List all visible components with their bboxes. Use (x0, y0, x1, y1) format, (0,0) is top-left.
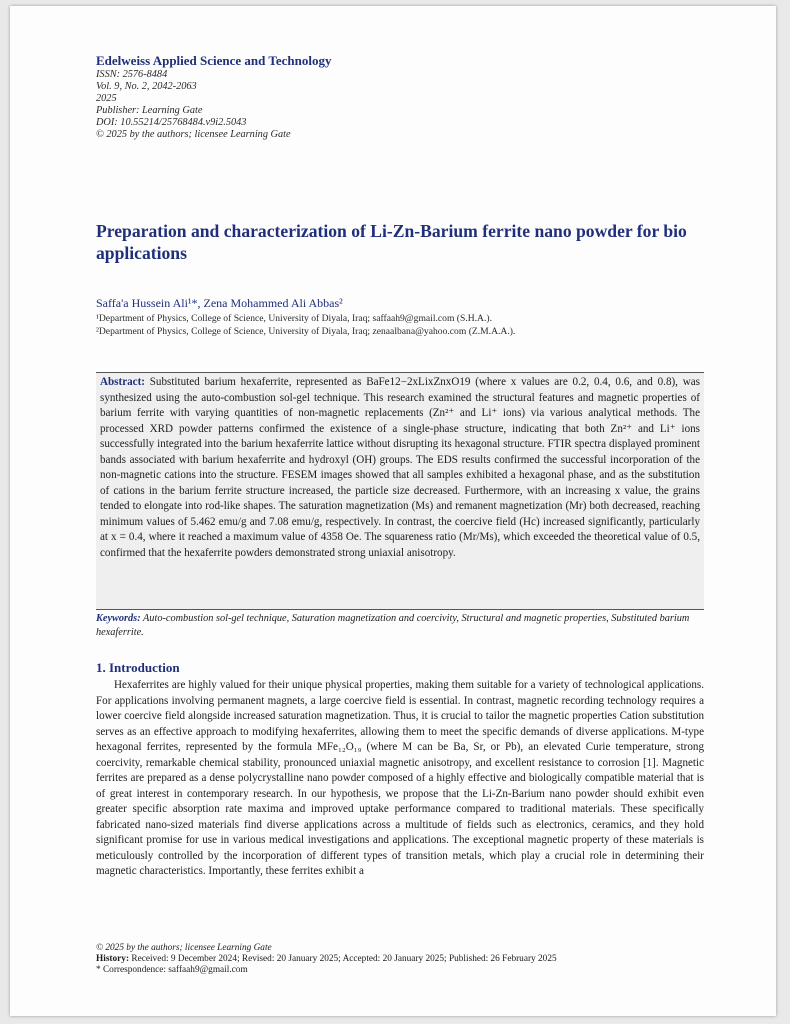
article-history (96, 954, 557, 965)
page-footer (96, 943, 557, 976)
journal-doi: DOI: 10.55214/25768484.v9i2.5043 (96, 117, 247, 128)
paper-title: Preparation and characterization of Li-Zn-Barium ferrite nano powder for bio applications (96, 221, 687, 263)
history-dates: Received: 9 December 2024; Revised: 20 January 2025; Accepted: 20 January 2025; Published: 26 February 2025 (129, 954, 557, 964)
document-page (10, 6, 776, 1016)
abstract-label: Abstract: (100, 376, 145, 388)
footer-copyright: © 2025 by the authors; licensee Learning Gate (96, 943, 272, 953)
history-label: History: (96, 954, 130, 964)
journal-year: 2025 (96, 93, 117, 104)
journal-copyright: © 2025 by the authors; licensee Learning Gate (96, 129, 291, 140)
keywords-label: Keywords: (96, 613, 141, 624)
introduction-paragraph: Hexaferrites are highly valued for their unique physical properties, making them suitable for a variety of technological applications. For applications involving permanent magnets, a large coercive field is essential. In contrast, magnetic recording technology requires a lower coercive field alongside increased saturation magnetization. Thus, it is crucial to tailor the magnetic properties Cation substitution serves as an effective approach to modifying hexaferrites, allowing them to meet the specific demands of diverse applications. M-type hexagonal ferrites, represented by the formula MFe₁₂O₁₉ (where M can be Ba, Sr, or Pb), an elevated Curie temperature, strong coercivity, remarkable chemical stability, pronounced uniaxial magnetic anisotropy, and excellent resistance to corrosion [1]. Magnetic ferrites are prepared as a dense polycrystalline nano powder composed of a highly effective and biologically compatible material that is of great interest in contemporary research. In our hypothesis, we propose that the Li-Zn-Barium nano powder should exhibit even greater specific absorption rate maxima and improved uptake performance compared to traditional materials. These specifically fabricated nano-sized materials find diverse applications across a multitude of fields such as electronics, ceramics, and they hold significant promise for use in various medical investigations and applications. The exceptional magnetic property of these materials is meticulously controlled by the incorporation of different types of transition metals, which play a crucial role in determining their magnetic characteristics. Importantly, these ferrites exhibit a (96, 679, 704, 877)
affiliation-2: ²Department of Physics, College of Science, University of Diyala, Iraq; zenaalbana@yahoo.com (Z.M.A.A.). (96, 326, 516, 337)
journal-header (96, 52, 332, 141)
journal-issn: ISSN: 2576-8484 (96, 69, 168, 80)
abstract-box (96, 372, 704, 610)
section-heading: 1. Introduction (96, 660, 180, 675)
correspondence: * Correspondence: saffaah9@gmail.com (96, 965, 248, 975)
keywords (96, 612, 704, 639)
keywords-text: Auto-combustion sol-gel technique, Saturation magnetization and coercivity, Structural and magnetic properties, Substituted barium hexaferrite. (96, 613, 690, 638)
abstract-text: Substituted barium hexaferrite, represented as BaFe12−2xLixZnxO19 (where x values are 0.2, 0.4, 0.6, and 0.8), was synthesized using the auto-combustion sol-gel technique. This research examined the structural features and magnetic properties of barium ferrite with varying quantities of non-magnetic replacements (Zn²⁺ and Li⁺ ions) via various analytical methods. The processed XRD powder patterns confirmed the existence of a single-phase structure, indicating that both Zn²⁺ and Li⁺ ions successfully integrated into the barium hexaferrite lattice without disrupting its hexagonal structure. FTIR spectra displayed prominent bands associated with barium hexaferrite and hydroxyl (OH) groups. The EDS results confirmed the successful incorporation of the non-magnetic cations into the structure. FESEM images showed that all samples exhibited a hexagonal phase, and as the substitution of cations in the barium ferrite structure increased, the particle size decreased. Furthermore, with an increasing x value, the grains tended to elongate into rod-like shapes. The saturation magnetization (Ms) and remanent magnetization (Mr) both decreased, reaching minimum values of 5.462 emu/g and 7.08 emu/g, respectively. In contrast, the coercive field (Hc) increased significantly, particularly at x = 0.4, where it reached a maximum value of 4358 Oe. The squareness ratio (Mr/Ms), which exceeded the theoretical value of 0.5, confirmed that the hexaferrite powders demonstrated strong uniaxial anisotropy. (100, 376, 700, 559)
journal-volume: Vol. 9, No. 2, 2042-2063 (96, 81, 197, 92)
journal-publisher: Publisher: Learning Gate (96, 105, 203, 116)
affiliation-1: ¹Department of Physics, College of Science, University of Diyala, Iraq; saffaah9@gmail.com (S.H.A.). (96, 313, 492, 324)
journal-name: Edelweiss Applied Science and Technology (96, 53, 332, 68)
author-list: Saffa'a Hussein Ali¹*, Zena Mohammed Ali Abbas² (96, 296, 343, 310)
